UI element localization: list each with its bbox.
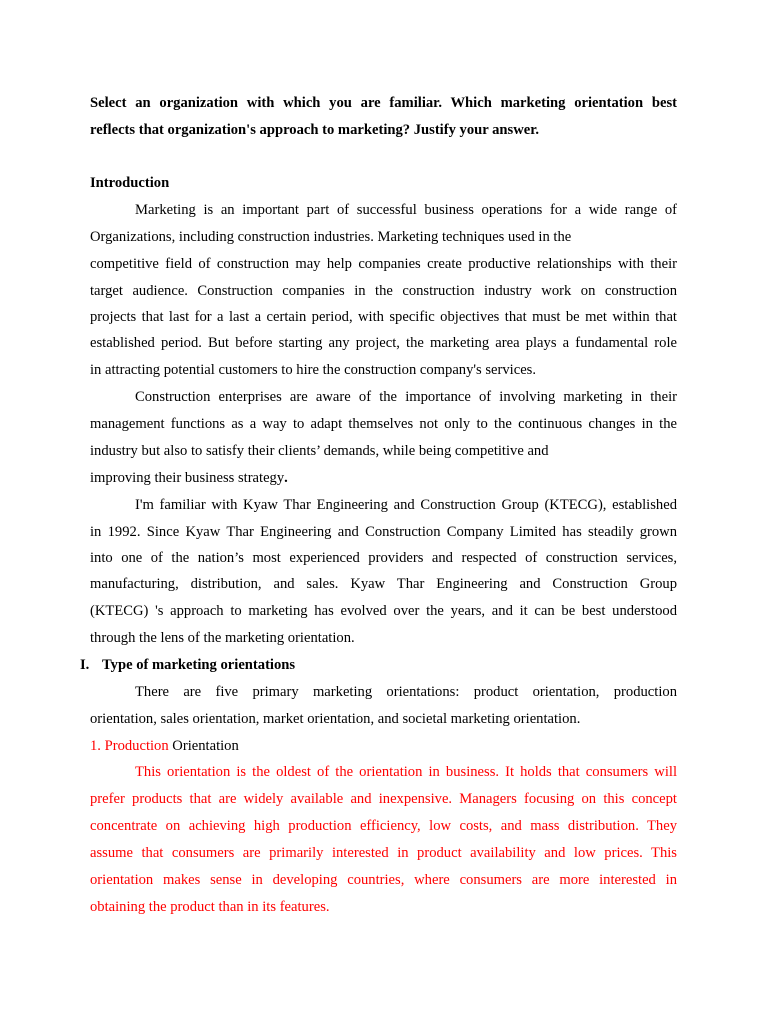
- intro-p2-line: industry but also to satisfy their clients’ demands, while being competitive and: [90, 443, 549, 459]
- introduction-heading: Introduction: [90, 175, 170, 191]
- intro-p3-line: I'm familiar with Kyaw Thar Engineering and Construction Group (KTECG), established: [135, 497, 677, 513]
- question-line-2: reflects that organization's approach to marketing? Justify your answer.: [90, 122, 540, 138]
- subheading-number-label: 1. Production: [90, 738, 169, 754]
- section-number: I.: [80, 657, 90, 673]
- intro-p1-line: Marketing is an important part of successful business operations for a wide range of: [135, 202, 677, 218]
- intro-p1-line: projects that last for a last a certain period, with specific objectives that must be met within that: [90, 309, 677, 325]
- subheading-rest-label: Orientation: [168, 738, 239, 754]
- subheading-production-orientation: [90, 736, 239, 756]
- intro-p2-line: improving their business strategy: [90, 470, 285, 486]
- intro-p2-line: management functions as a way to adapt themselves not only to the continuous changes in the: [90, 416, 677, 432]
- section1-p1-line: There are five primary marketing orientations: product orientation, production: [135, 684, 677, 700]
- production-p-line: prefer products that are widely available and inexpensive. Managers focusing on this concept: [90, 791, 677, 807]
- intro-p1-line: established period. But before starting any project, the marketing area plays a fundamental role: [90, 335, 677, 351]
- production-p-line: assume that consumers are primarily interested in product availability and low prices. This: [90, 845, 677, 861]
- intro-p3-line: manufacturing, distribution, and sales. Kyaw Thar Engineering and Construction Group: [90, 576, 677, 592]
- intro-p2-period: .: [284, 470, 288, 486]
- production-p-line: orientation makes sense in developing countries, where consumers are more interested in: [90, 872, 677, 888]
- intro-p3-line: in 1992. Since Kyaw Thar Engineering and Construction Company Limited has steadily grown: [90, 524, 677, 540]
- production-p-line: concentrate on achieving high production efficiency, low costs, and mass distribution. They: [90, 818, 677, 834]
- intro-p2-line: Construction enterprises are aware of the importance of involving marketing in their: [135, 389, 677, 405]
- intro-p1-line: in attracting potential customers to hire the construction company's services.: [90, 362, 536, 378]
- intro-p3-line: through the lens of the marketing orientation.: [90, 630, 355, 646]
- intro-p2-last-line: [90, 468, 677, 488]
- section-heading: [80, 655, 295, 675]
- section-title: Type of marketing orientations: [102, 657, 296, 673]
- intro-p3-line: (KTECG) 's approach to marketing has evolved over the years, and it can be best understood: [90, 603, 677, 619]
- intro-p3-line: into one of the nation’s most experienced providers and respected of construction services,: [90, 550, 677, 566]
- question-line-1: Select an organization with which you are familiar. Which marketing orientation best: [90, 95, 677, 111]
- intro-p1-line: Organizations, including construction industries. Marketing techniques used in the: [90, 229, 572, 245]
- production-p-line: obtaining the product than in its features.: [90, 899, 330, 915]
- intro-p1-line: target audience. Construction companies in the construction industry work on construction: [90, 283, 677, 299]
- production-p-line: This orientation is the oldest of the orientation in business. It holds that consumers will: [135, 764, 677, 780]
- intro-p1-line: competitive field of construction may help companies create productive relationships with their: [90, 256, 677, 272]
- section1-p1-line: orientation, sales orientation, market orientation, and societal marketing orientation.: [90, 711, 581, 727]
